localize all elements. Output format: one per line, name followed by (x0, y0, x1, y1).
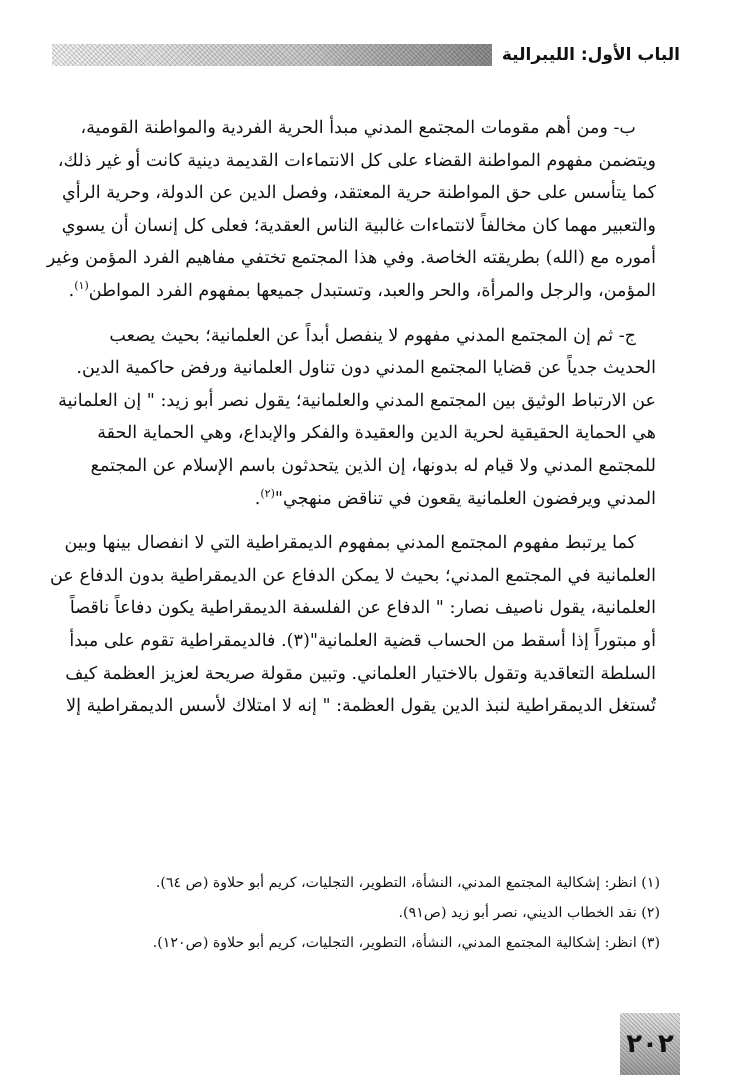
footnotes (74, 868, 660, 958)
text-line: هي الحماية الحقيقية لحرية الدين والعقيدة والفكر والإبداع، وهي الحماية الحقة (97, 423, 656, 444)
text-line: تُستغل الديمقراطية لنبذ الدين يقول العظمة: " إنه لا امتلاك لأسس الديمقراطية إلا (66, 696, 656, 717)
text-line: ويتضمن مفهوم المواطنة القضاء على كل الانتماءات القديمة دينية كانت أو غير ذلك، (57, 150, 656, 171)
text-line: العلمانية، يقول ناصيف نصار: " الدفاع عن الفلسفة الديمقراطية يكون دفاعاً ناقصاً (69, 598, 656, 619)
text-line: ب- ومن أهم مقومات المجتمع المدني مبدأ الحرية الفردية والمواطنة القومية، (80, 118, 636, 138)
text-line: كما يرتبط مفهوم المجتمع المدني بمفهوم الديمقراطية التي لا انفصال بينها وبين (64, 533, 636, 554)
footnote-mark: (١) (74, 279, 89, 293)
text-line: والتعبير مهما كان مخالفاً لانتماءات غالبية الناس العقدية؛ فعلى كل إنسان أن يسوي (61, 215, 656, 236)
text-line: السلطة التعاقدية وتقول بالاختيار العلماني. وتبين مقولة صريحة لعزيز العظمة كيف (65, 663, 656, 684)
line-end: . (68, 280, 75, 301)
footnote-2: (٢) نقد الخطاب الديني، نصر أبو زيد (ص٩١). (398, 905, 660, 921)
paragraph-b (46, 112, 656, 308)
footnote-1: (١) انظر: إشكالية المجتمع المدني، النشأة، التطوير، التجليات، كريم أبو حلاوة (ص ٦٤). (155, 875, 660, 891)
text-line (68, 275, 656, 308)
text-line (74, 483, 656, 516)
text-line: أو مبتوراً إذا أسقط من الحساب قضية العلمانية"(٣). فالديمقراطية تقوم على مبدأ (69, 630, 656, 651)
footnote-mark: (٢) (260, 486, 275, 500)
text-line: العلمانية في المجتمع المدني؛ بحيث لا يمكن الدفاع عن الديمقراطية بدون الدفاع عن (49, 565, 656, 586)
paragraph-democracy (49, 527, 656, 723)
text-line: كما يتأسس على حق المواطنة حرية المعتقد، وفصل الدين عن الدولة، وحرية الرأي (61, 183, 656, 204)
line-text: المؤمن، والرجل والمرأة، والحر والعبد، وتستبدل جميعها بمفهوم الفرد المواطن (88, 280, 656, 301)
paragraph-c (58, 320, 656, 516)
text-line: للمجتمع المدني ولا قيام له بدونها، إن الذين يتحدثون باسم الإسلام عن المجتمع (90, 455, 656, 476)
footnote-3: (٣) انظر: إشكالية المجتمع المدني، النشأة، التطوير، التجليات، كريم أبو حلاوة (ص١٢٠). (152, 935, 660, 951)
text-line: الحديث جدياً عن قضايا المجتمع المدني دون تناول العلمانية ورفض حاكمية الدين. (76, 358, 656, 379)
text-line: عن الارتباط الوثيق بين المجتمع المدني والعلمانية؛ يقول نصر أبو زيد: " إن العلمانية (58, 390, 656, 411)
line-text: المدني ويرفضون العلمانية يقعون في تناقض منهجي" (274, 488, 656, 509)
header-decorative-bar (52, 44, 492, 66)
line-end: . (254, 488, 261, 509)
text-line: ج- ثم إن المجتمع المدني مفهوم لا ينفصل أبداً عن العلمانية؛ بحيث يصعب (109, 325, 636, 346)
chapter-title: الباب الأول: الليبرالية (501, 45, 680, 65)
page-number: ٢٠٢ (626, 1029, 674, 1059)
page-number-box (620, 1013, 680, 1075)
text-line: أموره مع (الله) بطريقته الخاصة. وفي هذا المجتمع تختفي مفاهيم الفرد المؤمن وغير (46, 248, 656, 269)
running-header (52, 40, 680, 70)
main-text (46, 112, 656, 735)
